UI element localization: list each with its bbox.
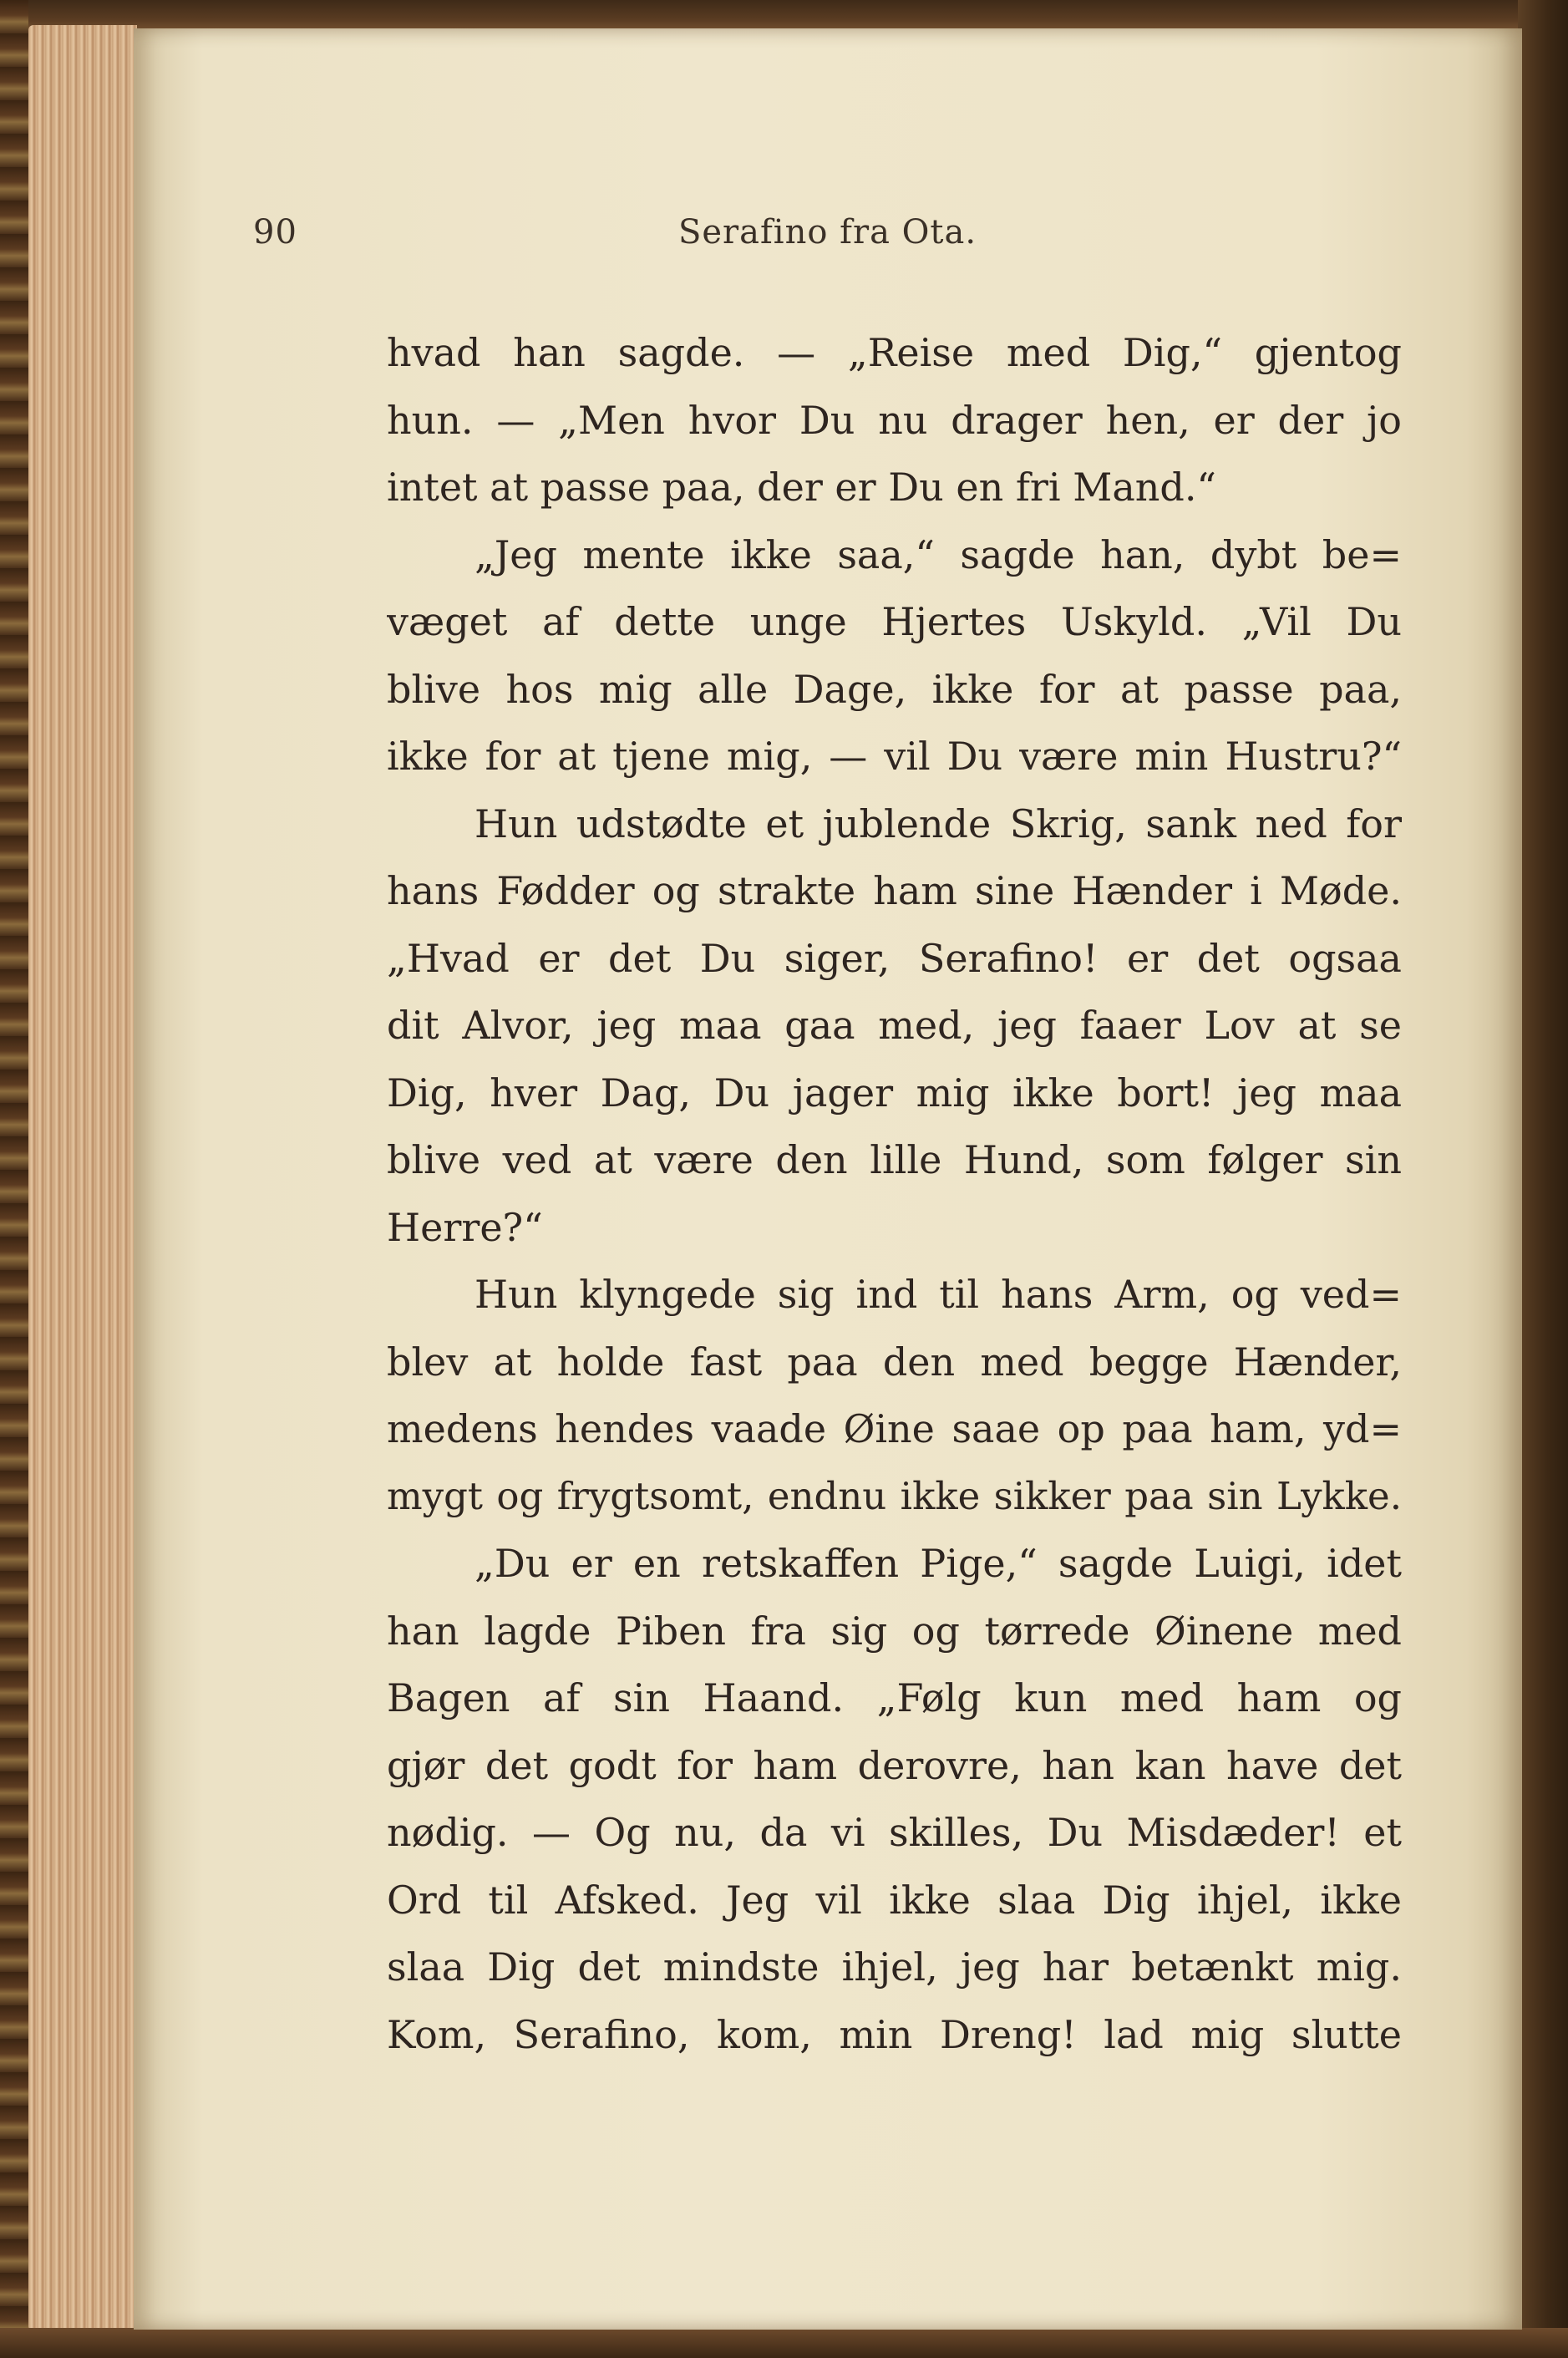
page-number: 90 bbox=[253, 213, 297, 252]
text-line: „Hvad er det Du siger, Serafino! er det ogsaa bbox=[387, 935, 1402, 981]
text-line: „Du er en retskaffen Pige,“ sagde Luigi, idet bbox=[474, 1541, 1402, 1586]
text-line: Hun udstødte et jublende Skrig, sank ned for bbox=[474, 800, 1402, 846]
text-line: Ord til Afsked. Jeg vil ikke slaa Dig ihjel, ikke bbox=[387, 1877, 1402, 1923]
text-line: blive hos mig alle Dage, ikke for at passe paa, bbox=[387, 666, 1402, 712]
book-cover-left-edge bbox=[0, 0, 28, 2358]
text-line: Dig, hver Dag, Du jager mig ikke bort! jeg maa bbox=[387, 1070, 1402, 1115]
text-line: mygt og frygtsomt, endnu ikke sikker paa sin Lykke. bbox=[387, 1473, 1402, 1518]
text-line: blive ved at være den lille Hund, som følger sin bbox=[387, 1137, 1402, 1182]
text-line: hvad han sagde. — „Reise med Dig,“ gjentog bbox=[387, 330, 1402, 375]
text-line: Kom, Serafino, kom, min Dreng! lad mig slutte bbox=[387, 2011, 1402, 2057]
text-line: slaa Dig det mindste ihjel, jeg har betænkt mig. bbox=[387, 1944, 1402, 1990]
text-line: intet at passe paa, der er Du en fri Mand.“ bbox=[387, 465, 1216, 510]
running-title: Serafino fra Ota. bbox=[677, 213, 977, 252]
text-line: hun. — „Men hvor Du nu drager hen, er der jo bbox=[387, 397, 1402, 443]
text-line: han lagde Piben fra sig og tørrede Øinene med bbox=[387, 1608, 1402, 1654]
page-stack-edges bbox=[28, 25, 137, 2331]
book-cover-right-edge bbox=[1518, 0, 1568, 2358]
book-cover-bottom-edge bbox=[0, 2328, 1568, 2358]
text-line: medens hendes vaade Øine saae op paa ham, yd= bbox=[387, 1406, 1402, 1451]
text-line: hans Fødder og strakte ham sine Hænder i Møde. bbox=[387, 868, 1402, 913]
body-text bbox=[387, 319, 1402, 2068]
text-line: Herre?“ bbox=[387, 1204, 543, 1250]
text-line: gjør det godt for ham derovre, han kan have det bbox=[387, 1742, 1402, 1788]
text-line: Bagen af sin Haand. „Følg kun med ham og bbox=[387, 1675, 1402, 1720]
text-line: ikke for at tjene mig, — vil Du være min Hustru?“ bbox=[387, 734, 1402, 779]
text-line: blev at holde fast paa den med begge Hænder, bbox=[387, 1339, 1402, 1385]
text-line: væget af dette unge Hjertes Uskyld. „Vil Du bbox=[387, 599, 1402, 644]
text-line: „Jeg mente ikke saa,“ sagde han, dybt be= bbox=[474, 531, 1402, 577]
text-line: Hun klyngede sig ind til hans Arm, og ved= bbox=[474, 1272, 1402, 1317]
page-header bbox=[253, 213, 1402, 263]
text-line: nødig. — Og nu, da vi skilles, Du Misdæder! et bbox=[387, 1810, 1402, 1855]
text-line: dit Alvor, jeg maa gaa med, jeg faaer Lov at se bbox=[387, 1003, 1402, 1048]
